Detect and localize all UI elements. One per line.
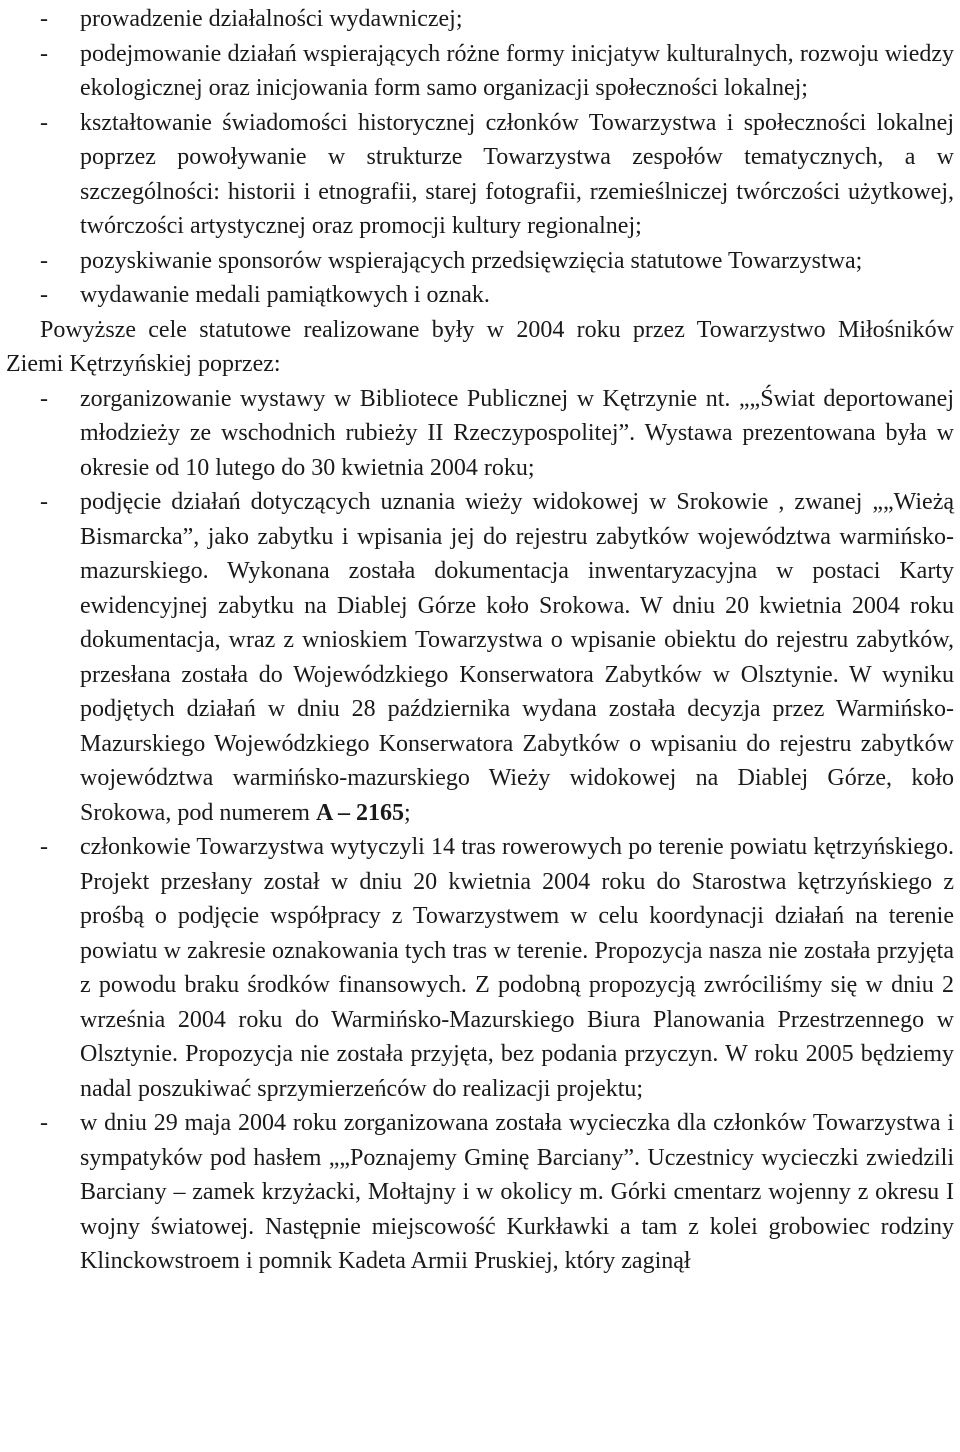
list-dash: -: [40, 385, 48, 412]
list-dash: -: [40, 247, 48, 274]
activity-text-part: ;: [403, 799, 411, 826]
activity-text-part: podjęcie działań dotyczących uznania wieży widokowej w Srokowie , zwanej „„Wieżą Bismarcka”, jako zabytku i wpisania jej do rejestru zabytków województwa warmińsko-mazurskiego. Wykonana została dokumentacja inwentaryzacyjna w postaci Karty ewidencyjnej zabytku na Diablej Górze koło Srokowa. W dniu 20 kwietnia 2004 roku dokumentacja, wraz z wnioskiem Towarzystwa o wpisanie obiektu do rejestru zabytków, przesłana została do Wojewódzkiego Konserwatora Zabytków w Olsztynie. W wyniku podjętych działań w dniu 28 października wydana została decyzja przez Warmińsko-Mazurskiego Wojewódzkiego Konserwatora Zabytków o wpisaniu do rejestru zabytków województwa warmińsko-mazurskiego Wieży widokowej na Diablej Górze, koło Srokowa, pod numerem: [80, 489, 954, 826]
list-item: [6, 2, 954, 37]
activity-text: [80, 485, 954, 830]
list-item: [6, 106, 954, 244]
list-dash: -: [40, 109, 48, 136]
activity-text: członkowie Towarzystwa wytyczyli 14 tras rowerowych po terenie powiatu kętrzyńskiego. Projekt przesłany został w dniu 20 kwietnia 2004 roku do Starostwa kętrzyńskiego z prośbą o podjęcie współpracy z Towarzystwem w celu koordynacji działań na terenie powiatu w zakresie oznakowania tych tras w terenie. Propozycja nasza nie została przyjęta z powodu braku środków finansowych. Z podobną propozycją zwróciliśmy się w dniu 2 września 2004 roku do Warmińsko-Mazurskiego Biura Planowania Przestrzennego w Olsztynie. Propozycja nie została przyjęta, bez podania przyczyn. W roku 2005 będziemy nadal poszukiwać sprzymierzeńców do realizacji projektu;: [80, 834, 954, 1102]
list-item: [6, 37, 954, 106]
registry-number: A – 2165: [315, 799, 404, 826]
list-dash: -: [40, 6, 48, 32]
list-dash: -: [40, 1110, 48, 1136]
activity-item: [6, 382, 954, 486]
list-item-text: kształtowanie świadomości historycznej członków Towarzystwa i społeczności lokalnej poprzez powoływanie w strukturze Towarzystwa zespołów tematycznych, a w szczególności: historii i etnografii, starej fotografii, rzemieślniczej twórczości użytkowej, twórczości artystycznej oraz promocji kultury regionalnej;: [80, 109, 954, 239]
activity-text: zorganizowanie wystawy w Bibliotece Publicznej w Kętrzynie nt. „„Świat deportowanej młodzieży ze wschodnich rubieży II Rzeczypospolitej”. Wystawa prezentowana była w okresie od 10 lutego do 30 kwietnia 2004 roku;: [80, 385, 954, 481]
summary-paragraph: Powyższe cele statutowe realizowane były w 2004 roku przez Towarzystwo Miłośników Ziemi Kętrzyńskiej poprzez:: [6, 316, 954, 377]
list-dash: -: [40, 40, 48, 67]
list-item: [6, 244, 954, 279]
activity-item: [6, 830, 954, 1106]
activity-text: w dniu 29 maja 2004 roku zorganizowana została wycieczka dla członków Towarzystwa i sympatyków pod hasłem „„Poznajemy Gminę Barciany”. Uczestnicy wycieczki zwiedzili Barciany – zamek krzyżacki, Mołtajny i w okolicy m. Górki cmentarz wojenny z okresu I wojny światowej. Następnie miejscowość Kurkławki a tam z kolei grobowiec rodziny Klinckowstroem i pomnik Kadeta Armii Pruskiej, który zaginął: [80, 1110, 954, 1274]
list-item: [6, 278, 954, 313]
list-dash: -: [40, 489, 48, 515]
list-item-text: podejmowanie działań wspierających różne formy inicjatyw kulturalnych, rozwoju wiedzy ekologicznej oraz inicjowania form samo organizacji społeczności lokalnej;: [80, 40, 954, 101]
list-item-text: wydawanie medali pamiątkowych i oznak.: [80, 282, 490, 308]
activity-item: [6, 1106, 954, 1279]
list-dash: -: [40, 282, 48, 308]
list-item-text: prowadzenie działalności wydawniczej;: [80, 6, 463, 32]
activity-item: [6, 485, 954, 830]
list-dash: -: [40, 834, 48, 860]
list-item-text: pozyskiwanie sponsorów wspierających przedsięwzięcia statutowe Towarzystwa;: [80, 247, 863, 274]
